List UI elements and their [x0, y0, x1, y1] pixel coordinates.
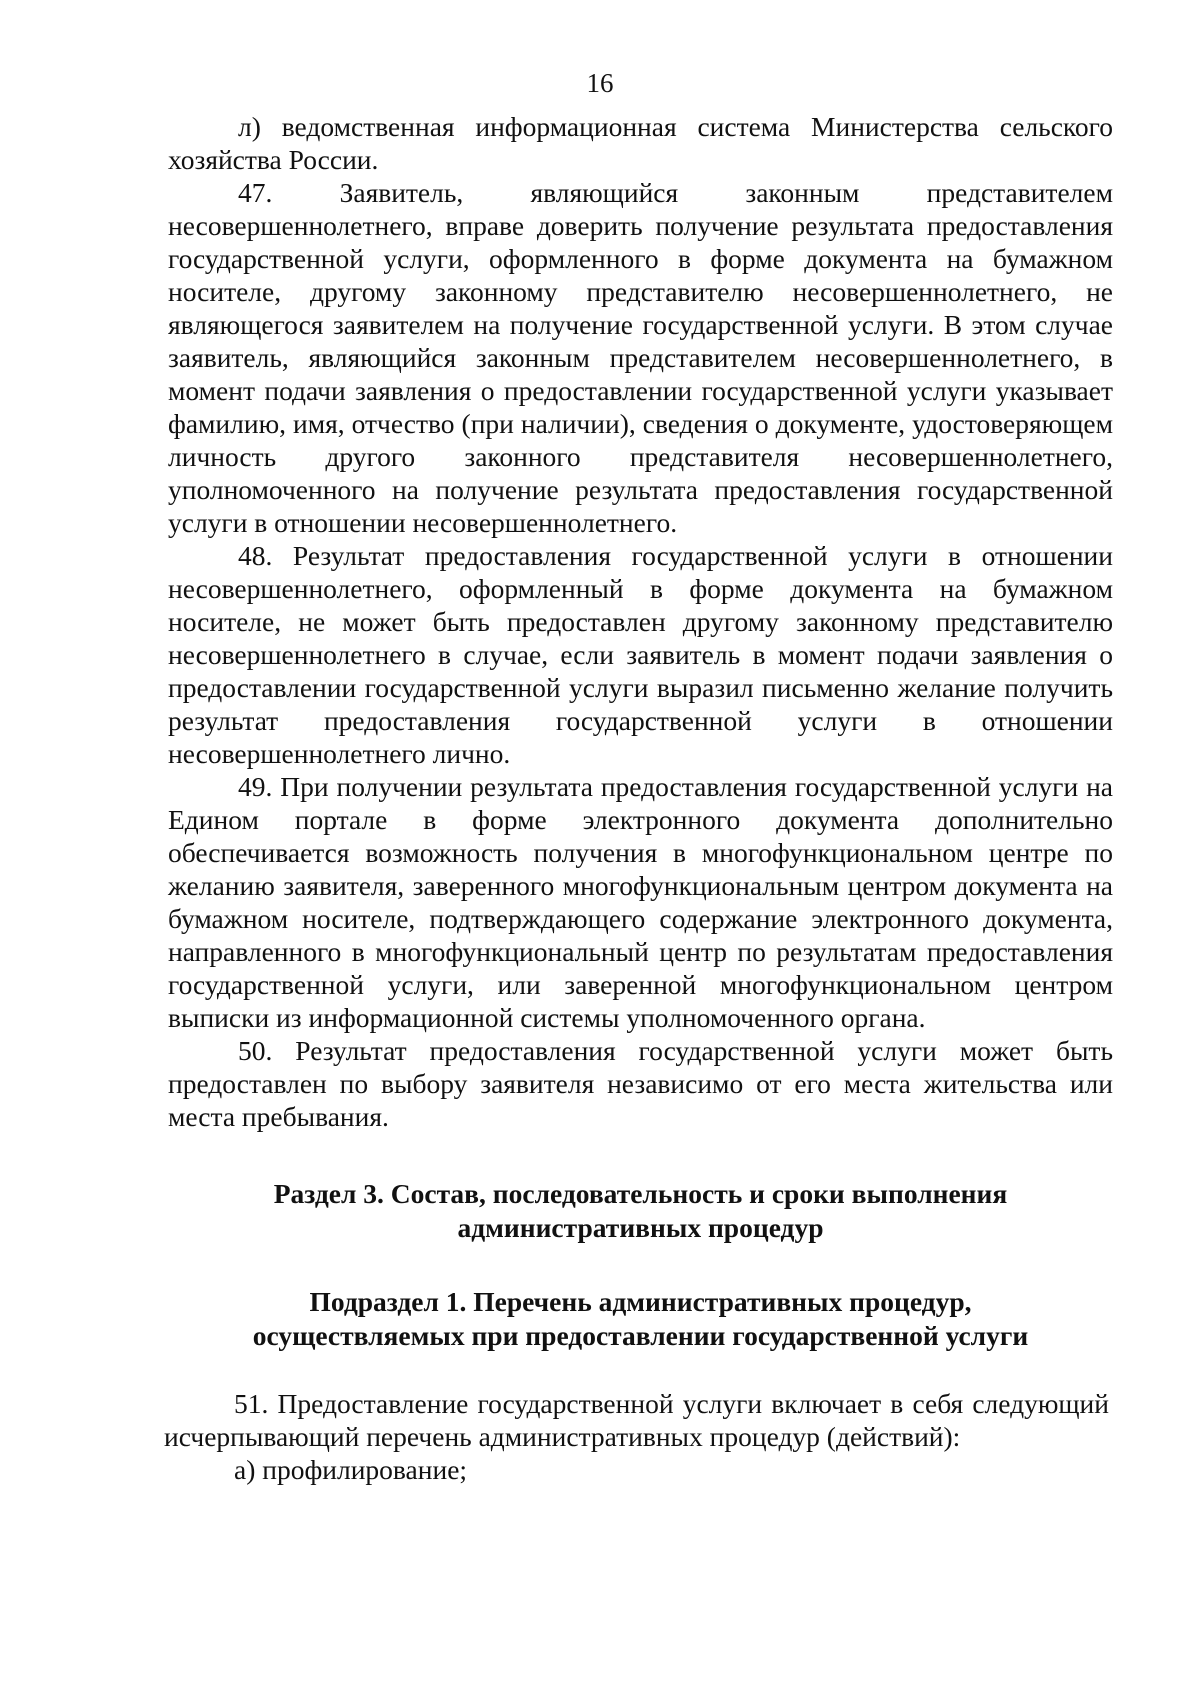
- subsection-heading-line-2: осуществляемых при предоставлении государственной услуги: [252, 1320, 1029, 1351]
- subsection-heading: [168, 1285, 1113, 1353]
- section-heading-line-1: Раздел 3. Состав, последовательность и сроки выполнения: [273, 1178, 1008, 1209]
- paragraph-item-l: л) ведомственная информационная система Министерства сельского хозяйства России.: [168, 111, 1113, 175]
- paragraph-50: 50. Результат предоставления государственной услуги может быть предоставлен по выбору заявителя независимо от его места жительства или места пребывания.: [168, 1035, 1113, 1132]
- body-text: [168, 110, 1113, 1133]
- page-number: 16: [586, 68, 614, 98]
- section-heading-line-2: административных процедур: [457, 1212, 824, 1243]
- paragraph-48: 48. Результат предоставления государственной услуги в отношении несовершеннолетнего, оформленный в форме документа на бумажном носителе, не может быть предоставлен другому законному представителю несовершеннолетнего в случае, если заявитель в момент подачи заявления о предоставлении государственной услуги выразил письменно желание получить результат предоставления государственной услуги в отношении несовершеннолетнего лично.: [168, 540, 1113, 769]
- body-text-after: [164, 1387, 1109, 1486]
- paragraph-51: 51. Предоставление государственной услуги включает в себя следующий исчерпывающий перечень административных процедур (действий):: [164, 1388, 1109, 1452]
- subsection-heading-line-1: Подраздел 1. Перечень административных процедур,: [309, 1286, 972, 1317]
- paragraph-47: 47. Заявитель, являющийся законным представителем несовершеннолетнего, вправе доверить получение результата предоставления государственной услуги, оформленного в форме документа на бумажном носителе, другому законному представителю несовершеннолетнего, не являющегося заявителем на получение государственной услуги. В этом случае заявитель, являющийся законным представителем несовершеннолетнего, в момент подачи заявления о предоставлении государственной услуги указывает фамилию, имя, отчество (при наличии), сведения о документе, удостоверяющем личность другого законного представителя несовершеннолетнего, уполномоченного на получение результата предоставления государственной услуги в отношении несовершеннолетнего.: [168, 177, 1113, 538]
- paragraph-item-a: а) профилирование;: [234, 1454, 468, 1485]
- paragraph-49: 49. При получении результата предоставления государственной услуги на Едином портале в форме электронного документа дополнительно обеспечивается возможность получения в многофункциональном центре по желанию заявителя, заверенного многофункциональным центром документа на бумажном носителе, подтверждающего содержание электронного документа, направленного в многофункциональный центр по результатам предоставления государственной услуги, или заверенной многофункциональном центром выписки из информационной системы уполномоченного органа.: [168, 771, 1113, 1033]
- section-heading: [168, 1177, 1113, 1245]
